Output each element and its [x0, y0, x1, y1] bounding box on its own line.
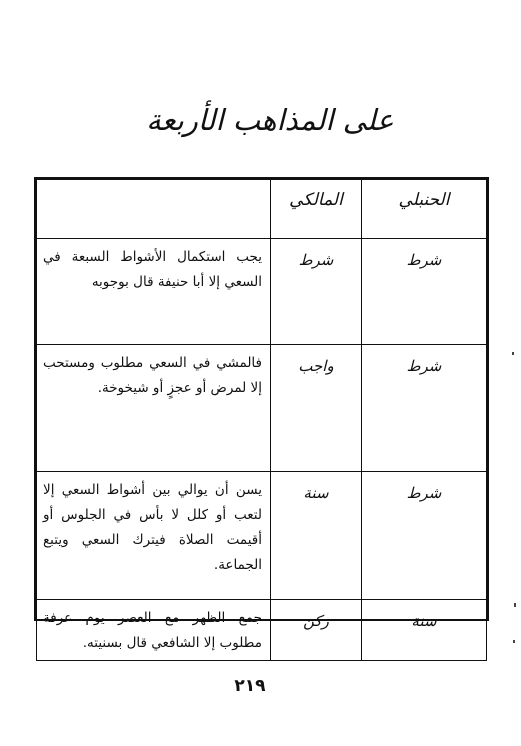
table-row	[37, 345, 487, 472]
cell-hanbali: شرط	[362, 239, 487, 345]
cell-hanbali: شرط	[362, 472, 487, 600]
cell-maliki: شرط	[271, 239, 362, 345]
table-header-row	[37, 180, 487, 239]
cell-description: جمع الظهر مع العصر يوم عرفة مطلوب إلا الشافعي قال بسنيته.	[37, 600, 271, 661]
scan-speck	[513, 640, 515, 643]
cell-description: يجب استكمال الأشواط السبعة في السعي إلا أبا حنيفة قال بوجوبه	[37, 239, 271, 345]
cell-hanbali: شرط	[362, 345, 487, 472]
cell-hanbali: سنة	[362, 600, 487, 661]
madhahib-table	[34, 177, 489, 651]
table-row	[37, 600, 487, 661]
header-maliki: المالكي	[271, 180, 362, 239]
cell-maliki: واجب	[271, 345, 362, 472]
cell-maliki: ركن	[271, 600, 362, 661]
page-number: ٢١٩	[234, 676, 266, 696]
scan-speck	[514, 603, 516, 607]
table-row	[37, 239, 487, 345]
cell-description: فالمشي في السعي مطلوب ومستحب إلا لمرض أو عجزٍ أو شيخوخة.	[37, 345, 271, 472]
header-description	[37, 180, 271, 239]
cell-maliki: سنة	[271, 472, 362, 600]
page-title: على المذاهب الأربعة	[146, 103, 394, 137]
scan-speck	[512, 352, 514, 355]
header-hanbali: الحنبلي	[362, 180, 487, 239]
cell-description: يسن أن يوالي بين أشواط السعي إلا لتعب أو كلل لا بأس في الجلوس أو أقيمت الصلاة فيترك السعي ويتبع الجماعة.	[37, 472, 271, 600]
table-row	[37, 472, 487, 600]
